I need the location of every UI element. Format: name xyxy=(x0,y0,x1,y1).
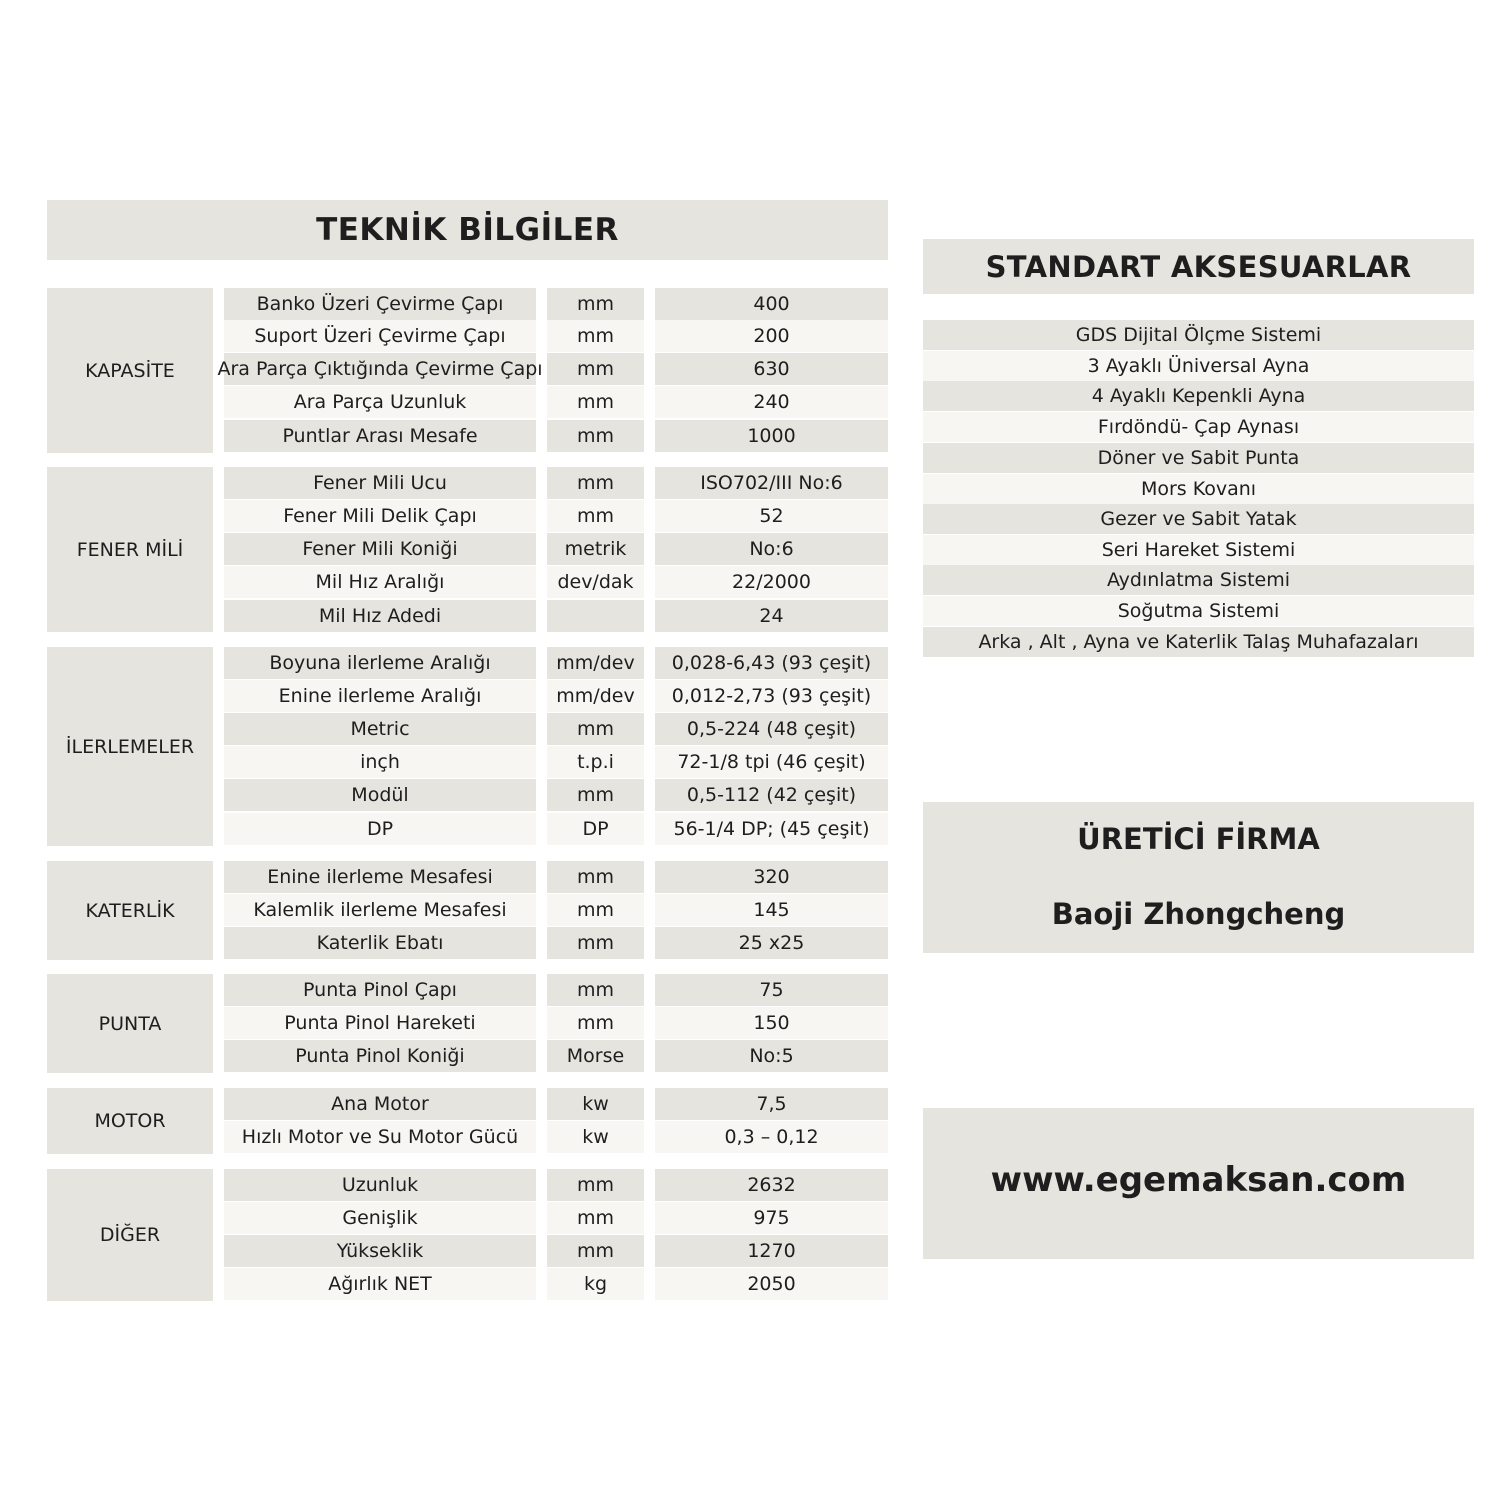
spec-value: No:6 xyxy=(655,533,888,565)
spec-unit: mm xyxy=(547,1235,644,1267)
group-label: İLERLEMELER xyxy=(47,647,213,846)
website-box xyxy=(923,1108,1474,1259)
spec-label: Ağırlık NET xyxy=(224,1268,536,1300)
spec-label: Katerlik Ebatı xyxy=(224,927,536,959)
accessory-item: 4 Ayaklı Kepenkli Ayna xyxy=(923,381,1474,411)
manufacturer-title: ÜRETİCİ FİRMA xyxy=(1077,822,1320,856)
accessory-item: Gezer ve Sabit Yatak xyxy=(923,504,1474,534)
spec-label: Mil Hız Aralığı xyxy=(224,566,536,598)
spec-label: Yükseklik xyxy=(224,1235,536,1267)
spec-value: 24 xyxy=(655,600,888,632)
spec-value: 72-1/8 tpi (46 çeşit) xyxy=(655,746,888,778)
accessory-item: Seri Hareket Sistemi xyxy=(923,535,1474,565)
accessory-item: Soğutma Sistemi xyxy=(923,596,1474,626)
spec-label: Ana Motor xyxy=(224,1088,536,1120)
group-label: KATERLİK xyxy=(47,861,213,960)
technical-info-title: TEKNİK BİLGİLER xyxy=(47,200,888,260)
spec-value: 320 xyxy=(655,861,888,893)
accessory-item: Mors Kovanı xyxy=(923,474,1474,504)
spec-label: Metric xyxy=(224,713,536,745)
spec-unit: mm xyxy=(547,779,644,811)
accessory-item: Döner ve Sabit Punta xyxy=(923,443,1474,473)
spec-label: Punta Pinol Hareketi xyxy=(224,1007,536,1039)
spec-label: Enine ilerleme Mesafesi xyxy=(224,861,536,893)
spec-value: 400 xyxy=(655,288,888,320)
spec-value: 0,3 – 0,12 xyxy=(655,1121,888,1153)
spec-label: Punta Pinol Koniği xyxy=(224,1040,536,1072)
spec-label: Enine ilerleme Aralığı xyxy=(224,680,536,712)
spec-label: Fener Mili Delik Çapı xyxy=(224,500,536,532)
spec-unit: mm xyxy=(547,420,644,452)
spec-unit: mm xyxy=(547,861,644,893)
spec-label: Uzunluk xyxy=(224,1169,536,1201)
spec-value: 75 xyxy=(655,974,888,1006)
accessory-item: Fırdöndü- Çap Aynası xyxy=(923,412,1474,442)
spec-value: 145 xyxy=(655,894,888,926)
spec-unit: metrik xyxy=(547,533,644,565)
spec-label: Boyuna ilerleme Aralığı xyxy=(224,647,536,679)
spec-unit: dev/dak xyxy=(547,566,644,598)
spec-value: 1000 xyxy=(655,420,888,452)
spec-unit: mm xyxy=(547,386,644,418)
spec-unit: mm xyxy=(547,288,644,320)
spec-unit: mm xyxy=(547,320,644,352)
spec-label: Banko Üzeri Çevirme Çapı xyxy=(224,288,536,320)
spec-unit: t.p.i xyxy=(547,746,644,778)
spec-value: 56-1/4 DP; (45 çeşit) xyxy=(655,813,888,845)
spec-value: ISO702/III No:6 xyxy=(655,467,888,499)
spec-value: 240 xyxy=(655,386,888,418)
accessory-item: Aydınlatma Sistemi xyxy=(923,565,1474,595)
spec-unit: kw xyxy=(547,1088,644,1120)
spec-unit: mm xyxy=(547,1169,644,1201)
spec-unit: mm/dev xyxy=(547,680,644,712)
spec-label: Puntlar Arası Mesafe xyxy=(224,420,536,452)
spec-unit: mm xyxy=(547,974,644,1006)
spec-label: Kalemlik ilerleme Mesafesi xyxy=(224,894,536,926)
spec-value: 7,5 xyxy=(655,1088,888,1120)
spec-unit: mm/dev xyxy=(547,647,644,679)
spec-unit: mm xyxy=(547,500,644,532)
group-label: MOTOR xyxy=(47,1088,213,1154)
spec-value: 22/2000 xyxy=(655,566,888,598)
manufacturer-box xyxy=(923,802,1474,953)
group-label: DİĞER xyxy=(47,1169,213,1301)
spec-label: Mil Hız Adedi xyxy=(224,600,536,632)
spec-unit: mm xyxy=(547,1202,644,1234)
spec-label: Modül xyxy=(224,779,536,811)
spec-unit: mm xyxy=(547,1007,644,1039)
spec-unit: mm xyxy=(547,353,644,385)
spec-value: 2632 xyxy=(655,1169,888,1201)
group-label: KAPASİTE xyxy=(47,288,213,453)
spec-unit: kw xyxy=(547,1121,644,1153)
spec-value: 0,5-112 (42 çeşit) xyxy=(655,779,888,811)
spec-label: inçh xyxy=(224,746,536,778)
spec-value: 200 xyxy=(655,320,888,352)
spec-value: 0,012-2,73 (93 çeşit) xyxy=(655,680,888,712)
spec-value: 975 xyxy=(655,1202,888,1234)
spec-unit: kg xyxy=(547,1268,644,1300)
spec-value: 52 xyxy=(655,500,888,532)
accessory-item: 3 Ayaklı Üniversal Ayna xyxy=(923,351,1474,381)
spec-label: Ara Parça Uzunluk xyxy=(224,386,536,418)
website-link[interactable]: www.egemaksan.com xyxy=(990,1160,1407,1200)
spec-label: Suport Üzeri Çevirme Çapı xyxy=(224,320,536,352)
spec-unit: DP xyxy=(547,813,644,845)
spec-value: 0,5-224 (48 çeşit) xyxy=(655,713,888,745)
spec-unit xyxy=(547,600,644,632)
spec-value: 150 xyxy=(655,1007,888,1039)
accessory-item: GDS Dijital Ölçme Sistemi xyxy=(923,320,1474,350)
manufacturer-name: Baoji Zhongcheng xyxy=(1051,897,1346,931)
spec-value: 0,028-6,43 (93 çeşit) xyxy=(655,647,888,679)
spec-label: Punta Pinol Çapı xyxy=(224,974,536,1006)
accessories-title: STANDART AKSESUARLAR xyxy=(923,239,1474,294)
spec-label: Ara Parça Çıktığında Çevirme Çapı xyxy=(224,353,536,385)
spec-value: 630 xyxy=(655,353,888,385)
group-label: PUNTA xyxy=(47,974,213,1073)
spec-unit: mm xyxy=(547,467,644,499)
spec-unit: mm xyxy=(547,927,644,959)
spec-unit: mm xyxy=(547,713,644,745)
spec-value: No:5 xyxy=(655,1040,888,1072)
spec-value: 2050 xyxy=(655,1268,888,1300)
spec-unit: mm xyxy=(547,894,644,926)
spec-value: 1270 xyxy=(655,1235,888,1267)
spec-label: Fener Mili Koniği xyxy=(224,533,536,565)
spec-label: DP xyxy=(224,813,536,845)
spec-unit: Morse xyxy=(547,1040,644,1072)
spec-value: 25 x25 xyxy=(655,927,888,959)
spec-label: Hızlı Motor ve Su Motor Gücü xyxy=(224,1121,536,1153)
spec-label: Fener Mili Ucu xyxy=(224,467,536,499)
spec-label: Genişlik xyxy=(224,1202,536,1234)
accessory-item: Arka , Alt , Ayna ve Katerlik Talaş Muhafazaları xyxy=(923,627,1474,657)
group-label: FENER MİLİ xyxy=(47,467,213,632)
